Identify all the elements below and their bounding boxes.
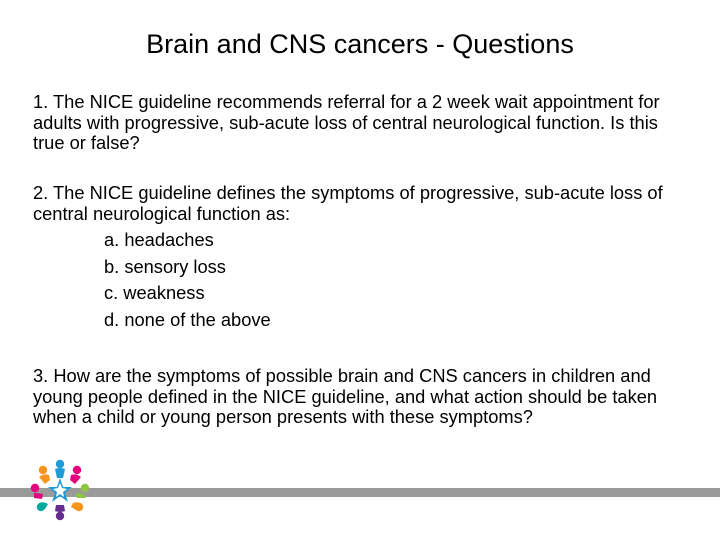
footer-divider-bar (0, 488, 720, 497)
people-circle-logo-icon (26, 458, 94, 524)
question-1 (33, 92, 693, 154)
slide-title: Brain and CNS cancers - Questions (146, 29, 574, 59)
question-3-text: 3. How are the symptoms of possible brain and CNS cancers in children and young people defined in the NICE guideline, and what action should be taken when a child or young person presents with these symptoms? (33, 365, 658, 427)
question-2-options (33, 227, 693, 333)
question-2-text: 2. The NICE guideline defines the symptoms of progressive, sub‐acute loss of central neurological function as: (33, 182, 663, 224)
question-3 (33, 366, 693, 428)
option-b: b. sensory loss (104, 255, 226, 277)
option-c: c. weakness (104, 282, 205, 303)
question-2 (33, 183, 693, 333)
question-1-text: 1. The NICE guideline recommends referral for a 2 week wait appointment for adults with progressive, sub‐acute loss of central neurological function. Is this true or false? (33, 91, 660, 153)
option-d: d. none of the above (104, 308, 271, 330)
option-a: a. headaches (104, 229, 214, 250)
